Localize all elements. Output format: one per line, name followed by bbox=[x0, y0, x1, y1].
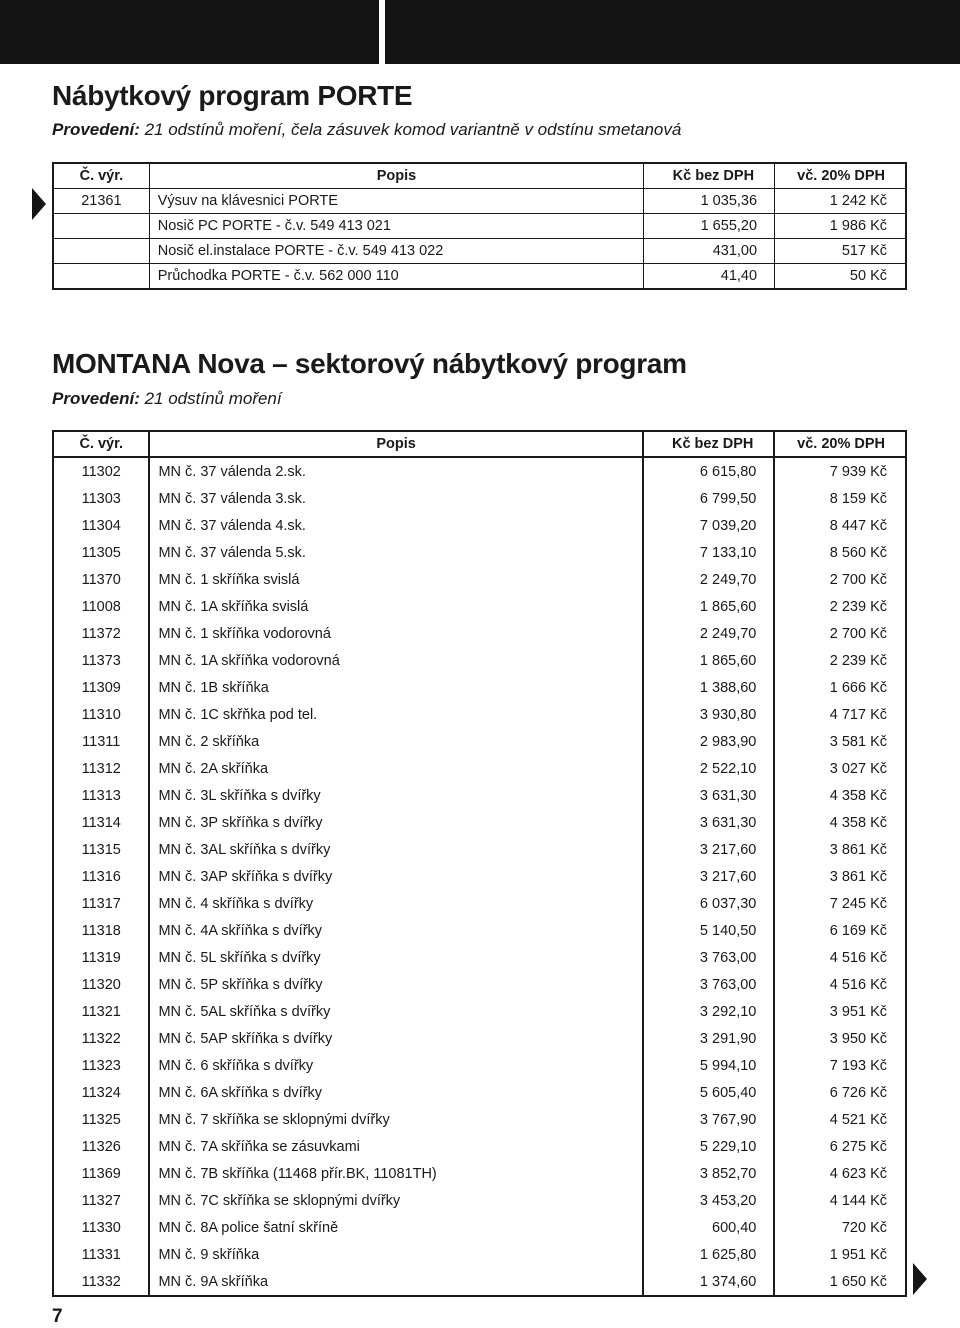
table-row bbox=[53, 1214, 906, 1241]
cell-gross: 4 516 Kč bbox=[774, 944, 906, 971]
cell-code: 11304 bbox=[81, 517, 121, 534]
cell-desc: MN č. 4A skříňka s dvířky bbox=[149, 917, 642, 944]
table-row bbox=[53, 566, 906, 593]
cell-code: 11322 bbox=[81, 1030, 121, 1047]
cell-net: 2 522,10 bbox=[643, 755, 775, 782]
cell-gross: 2 239 Kč bbox=[774, 647, 906, 674]
cell-code: 11373 bbox=[81, 652, 121, 669]
cell-gross: 3 027 Kč bbox=[774, 755, 906, 782]
table-row bbox=[53, 1025, 906, 1052]
table-row bbox=[53, 755, 906, 782]
porte-table bbox=[52, 162, 907, 290]
cell-net: 6 799,50 bbox=[643, 485, 775, 512]
cell-net: 6 037,30 bbox=[643, 890, 775, 917]
cell-net: 2 983,90 bbox=[643, 728, 775, 755]
cell-code: 11318 bbox=[81, 922, 121, 939]
cell-desc: MN č. 5AP skříňka s dvířky bbox=[149, 1025, 642, 1052]
cell-desc: MN č. 4 skříňka s dvířky bbox=[149, 890, 642, 917]
cell-desc: MN č. 1 skříňka svislá bbox=[149, 566, 642, 593]
nav-arrow-left-icon[interactable] bbox=[32, 188, 46, 220]
cell-code: 11316 bbox=[81, 868, 121, 885]
montana-subtitle bbox=[52, 389, 282, 409]
table-row bbox=[53, 809, 906, 836]
cell-gross: 1 650 Kč bbox=[774, 1268, 906, 1296]
nav-arrow-right-icon[interactable] bbox=[913, 1263, 927, 1295]
cell-gross: 1 242 Kč bbox=[775, 189, 906, 214]
cell-net: 1 625,80 bbox=[643, 1241, 775, 1268]
col-header-code: Č. výr. bbox=[53, 431, 149, 457]
cell-code bbox=[53, 214, 149, 239]
cell-net: 3 767,90 bbox=[643, 1106, 775, 1133]
cell-gross: 4 144 Kč bbox=[774, 1187, 906, 1214]
cell-desc: MN č. 3AL skříňka s dvířky bbox=[149, 836, 642, 863]
cell-gross: 2 239 Kč bbox=[774, 593, 906, 620]
porte-title: Nábytkový program PORTE bbox=[52, 80, 413, 111]
cell-code: 11332 bbox=[81, 1273, 121, 1290]
cell-gross: 4 358 Kč bbox=[774, 809, 906, 836]
table-row bbox=[53, 593, 906, 620]
cell-desc: Nosič PC PORTE - č.v. 549 413 021 bbox=[149, 214, 643, 239]
top-bar bbox=[0, 0, 960, 64]
cell-gross: 8 560 Kč bbox=[774, 539, 906, 566]
cell-desc: MN č. 7 skříňka se sklopnými dvířky bbox=[149, 1106, 642, 1133]
cell-desc: MN č. 7C skříňka se sklopnými dvířky bbox=[149, 1187, 642, 1214]
table-row bbox=[53, 944, 906, 971]
montana-title: MONTANA Nova – sektorový nábytkový program bbox=[52, 348, 687, 379]
porte-subtitle-label: Provedení: bbox=[52, 120, 140, 139]
table-row bbox=[53, 728, 906, 755]
cell-net: 2 249,70 bbox=[643, 566, 775, 593]
cell-code: 11311 bbox=[82, 733, 121, 750]
cell-desc: Výsuv na klávesnici PORTE bbox=[149, 189, 643, 214]
cell-gross: 6 275 Kč bbox=[774, 1133, 906, 1160]
cell-desc: MN č. 7B skříňka (11468 přír.BK, 11081TH) bbox=[149, 1160, 642, 1187]
cell-net: 3 852,70 bbox=[643, 1160, 775, 1187]
col-header-net: Kč bez DPH bbox=[643, 431, 775, 457]
table-row bbox=[53, 1133, 906, 1160]
cell-code: 11312 bbox=[81, 760, 121, 777]
col-header-desc: Popis bbox=[149, 163, 643, 189]
table-row bbox=[53, 647, 906, 674]
cell-desc: MN č. 1 skříňka vodorovná bbox=[149, 620, 642, 647]
cell-gross: 3 581 Kč bbox=[774, 728, 906, 755]
cell-desc: MN č. 1A skříňka vodorovná bbox=[149, 647, 642, 674]
cell-gross: 8 159 Kč bbox=[774, 485, 906, 512]
table-row bbox=[53, 782, 906, 809]
cell-code: 11369 bbox=[81, 1165, 121, 1182]
cell-net: 3 763,00 bbox=[643, 944, 775, 971]
table-header-row bbox=[53, 163, 906, 189]
cell-gross: 6 726 Kč bbox=[774, 1079, 906, 1106]
cell-gross: 3 861 Kč bbox=[774, 863, 906, 890]
cell-net: 1 374,60 bbox=[643, 1268, 775, 1296]
cell-code bbox=[53, 239, 149, 264]
table-row bbox=[53, 917, 906, 944]
table-row bbox=[53, 512, 906, 539]
cell-net: 1 388,60 bbox=[643, 674, 775, 701]
table-row bbox=[53, 890, 906, 917]
cell-net: 3 631,30 bbox=[643, 782, 775, 809]
cell-desc: MN č. 37 válenda 4.sk. bbox=[149, 512, 642, 539]
cell-net: 41,40 bbox=[644, 264, 775, 290]
cell-net: 3 631,30 bbox=[643, 809, 775, 836]
cell-desc: MN č. 3P skříňka s dvířky bbox=[149, 809, 642, 836]
porte-subtitle bbox=[52, 120, 681, 140]
cell-gross: 6 169 Kč bbox=[774, 917, 906, 944]
cell-net: 6 615,80 bbox=[643, 457, 775, 485]
cell-code: 11314 bbox=[81, 814, 121, 831]
cell-gross: 4 623 Kč bbox=[774, 1160, 906, 1187]
cell-desc: MN č. 2A skříňka bbox=[149, 755, 642, 782]
cell-code: 11327 bbox=[81, 1192, 121, 1209]
cell-net: 5 994,10 bbox=[643, 1052, 775, 1079]
page-number: 7 bbox=[52, 1306, 63, 1327]
cell-gross: 3 861 Kč bbox=[774, 836, 906, 863]
cell-desc: MN č. 3AP skříňka s dvířky bbox=[149, 863, 642, 890]
cell-desc: Nosič el.instalace PORTE - č.v. 549 413 022 bbox=[149, 239, 643, 264]
top-bar-left-block bbox=[0, 0, 379, 64]
table-row bbox=[53, 539, 906, 566]
cell-gross: 7 193 Kč bbox=[774, 1052, 906, 1079]
cell-code: 11303 bbox=[81, 490, 121, 507]
cell-desc: MN č. 37 válenda 5.sk. bbox=[149, 539, 642, 566]
cell-desc: MN č. 2 skříňka bbox=[149, 728, 642, 755]
cell-net: 2 249,70 bbox=[643, 620, 775, 647]
cell-gross: 4 717 Kč bbox=[774, 701, 906, 728]
table-row bbox=[53, 863, 906, 890]
table-row bbox=[53, 264, 906, 290]
table-header-row bbox=[53, 431, 906, 457]
cell-gross: 7 939 Kč bbox=[774, 457, 906, 485]
table-row bbox=[53, 1268, 906, 1296]
cell-net: 3 292,10 bbox=[643, 998, 775, 1025]
cell-desc: MN č. 9 skříňka bbox=[149, 1241, 642, 1268]
cell-code: 11370 bbox=[81, 571, 121, 588]
table-row bbox=[53, 485, 906, 512]
cell-gross: 3 950 Kč bbox=[774, 1025, 906, 1052]
cell-gross: 4 516 Kč bbox=[774, 971, 906, 998]
cell-net: 7 133,10 bbox=[643, 539, 775, 566]
cell-net: 5 229,10 bbox=[643, 1133, 775, 1160]
cell-desc: MN č. 5L skříňka s dvířky bbox=[149, 944, 642, 971]
cell-code: 21361 bbox=[53, 189, 149, 214]
cell-code: 11305 bbox=[81, 544, 121, 561]
cell-gross: 1 666 Kč bbox=[774, 674, 906, 701]
cell-desc: MN č. 7A skříňka se zásuvkami bbox=[149, 1133, 642, 1160]
cell-gross: 4 358 Kč bbox=[774, 782, 906, 809]
cell-code: 11319 bbox=[81, 949, 121, 966]
cell-desc: MN č. 6A skříňka s dvířky bbox=[149, 1079, 642, 1106]
cell-net: 3 217,60 bbox=[643, 836, 775, 863]
cell-net: 1 035,36 bbox=[644, 189, 775, 214]
cell-code: 11315 bbox=[81, 841, 121, 858]
cell-gross: 50 Kč bbox=[775, 264, 906, 290]
cell-gross: 1 986 Kč bbox=[775, 214, 906, 239]
cell-net: 5 605,40 bbox=[643, 1079, 775, 1106]
cell-desc: MN č. 5AL skříňka s dvířky bbox=[149, 998, 642, 1025]
cell-desc: MN č. 37 válenda 3.sk. bbox=[149, 485, 642, 512]
cell-net: 431,00 bbox=[644, 239, 775, 264]
col-header-net: Kč bez DPH bbox=[644, 163, 775, 189]
porte-subtitle-text: 21 odstínů moření, čela zásuvek komod variantně v odstínu smetanová bbox=[139, 120, 682, 139]
montana-subtitle-label: Provedení: bbox=[52, 389, 140, 408]
cell-net: 3 291,90 bbox=[643, 1025, 775, 1052]
table-row bbox=[53, 189, 906, 214]
cell-code: 11008 bbox=[81, 598, 121, 615]
table-row bbox=[53, 457, 906, 485]
col-header-code: Č. výr. bbox=[53, 163, 149, 189]
cell-desc: MN č. 1C skřňka pod tel. bbox=[149, 701, 642, 728]
cell-desc: MN č. 8A police šatní skříně bbox=[149, 1214, 642, 1241]
col-header-gross: vč. 20% DPH bbox=[774, 431, 906, 457]
montana-table-body bbox=[53, 457, 906, 1296]
cell-net: 1 865,60 bbox=[643, 647, 775, 674]
cell-desc: MN č. 1B skříňka bbox=[149, 674, 642, 701]
cell-code: 11331 bbox=[81, 1246, 121, 1263]
cell-code: 11323 bbox=[81, 1057, 121, 1074]
table-row bbox=[53, 971, 906, 998]
cell-net: 1 655,20 bbox=[644, 214, 775, 239]
cell-gross: 2 700 Kč bbox=[774, 566, 906, 593]
col-header-desc: Popis bbox=[149, 431, 642, 457]
cell-gross: 2 700 Kč bbox=[774, 620, 906, 647]
cell-code: 11317 bbox=[81, 895, 121, 912]
top-bar-right-block bbox=[385, 0, 960, 64]
cell-desc: MN č. 9A skříňka bbox=[149, 1268, 642, 1296]
cell-desc: MN č. 5P skříňka s dvířky bbox=[149, 971, 642, 998]
cell-net: 1 865,60 bbox=[643, 593, 775, 620]
cell-gross: 1 951 Kč bbox=[774, 1241, 906, 1268]
col-header-gross: vč. 20% DPH bbox=[775, 163, 906, 189]
cell-gross: 517 Kč bbox=[775, 239, 906, 264]
cell-net: 3 930,80 bbox=[643, 701, 775, 728]
cell-gross: 8 447 Kč bbox=[774, 512, 906, 539]
table-row bbox=[53, 1241, 906, 1268]
table-row bbox=[53, 1187, 906, 1214]
table-row bbox=[53, 1106, 906, 1133]
cell-code: 11309 bbox=[81, 679, 121, 696]
cell-net: 600,40 bbox=[643, 1214, 775, 1241]
cell-net: 3 453,20 bbox=[643, 1187, 775, 1214]
cell-code: 11321 bbox=[81, 1003, 121, 1020]
cell-net: 7 039,20 bbox=[643, 512, 775, 539]
cell-code: 11324 bbox=[81, 1084, 121, 1101]
table-row bbox=[53, 998, 906, 1025]
cell-net: 5 140,50 bbox=[643, 917, 775, 944]
cell-code: 11310 bbox=[81, 706, 121, 723]
cell-desc: MN č. 37 válenda 2.sk. bbox=[149, 457, 642, 485]
table-row bbox=[53, 239, 906, 264]
cell-code: 11330 bbox=[81, 1219, 121, 1236]
table-row bbox=[53, 836, 906, 863]
table-row bbox=[53, 1079, 906, 1106]
cell-code: 11313 bbox=[81, 787, 121, 804]
cell-gross: 4 521 Kč bbox=[774, 1106, 906, 1133]
cell-code: 11372 bbox=[81, 625, 121, 642]
cell-gross: 3 951 Kč bbox=[774, 998, 906, 1025]
table-row bbox=[53, 674, 906, 701]
cell-gross: 720 Kč bbox=[774, 1214, 906, 1241]
cell-code: 11320 bbox=[81, 976, 121, 993]
cell-code: 11325 bbox=[81, 1111, 121, 1128]
cell-desc: MN č. 3L skříňka s dvířky bbox=[149, 782, 642, 809]
table-row bbox=[53, 214, 906, 239]
cell-desc: MN č. 6 skříňka s dvířky bbox=[149, 1052, 642, 1079]
cell-code bbox=[53, 264, 149, 290]
table-row bbox=[53, 620, 906, 647]
cell-net: 3 217,60 bbox=[643, 863, 775, 890]
table-row bbox=[53, 1052, 906, 1079]
cell-desc: Průchodka PORTE - č.v. 562 000 110 bbox=[149, 264, 643, 290]
cell-code: 11326 bbox=[81, 1138, 121, 1155]
cell-net: 3 763,00 bbox=[643, 971, 775, 998]
table-row bbox=[53, 1160, 906, 1187]
cell-gross: 7 245 Kč bbox=[774, 890, 906, 917]
cell-desc: MN č. 1A skříňka svislá bbox=[149, 593, 642, 620]
cell-code: 11302 bbox=[81, 463, 121, 480]
table-row bbox=[53, 701, 906, 728]
montana-table bbox=[52, 430, 907, 1297]
porte-table-body bbox=[53, 189, 906, 290]
montana-subtitle-text: 21 odstínů moření bbox=[139, 389, 282, 408]
